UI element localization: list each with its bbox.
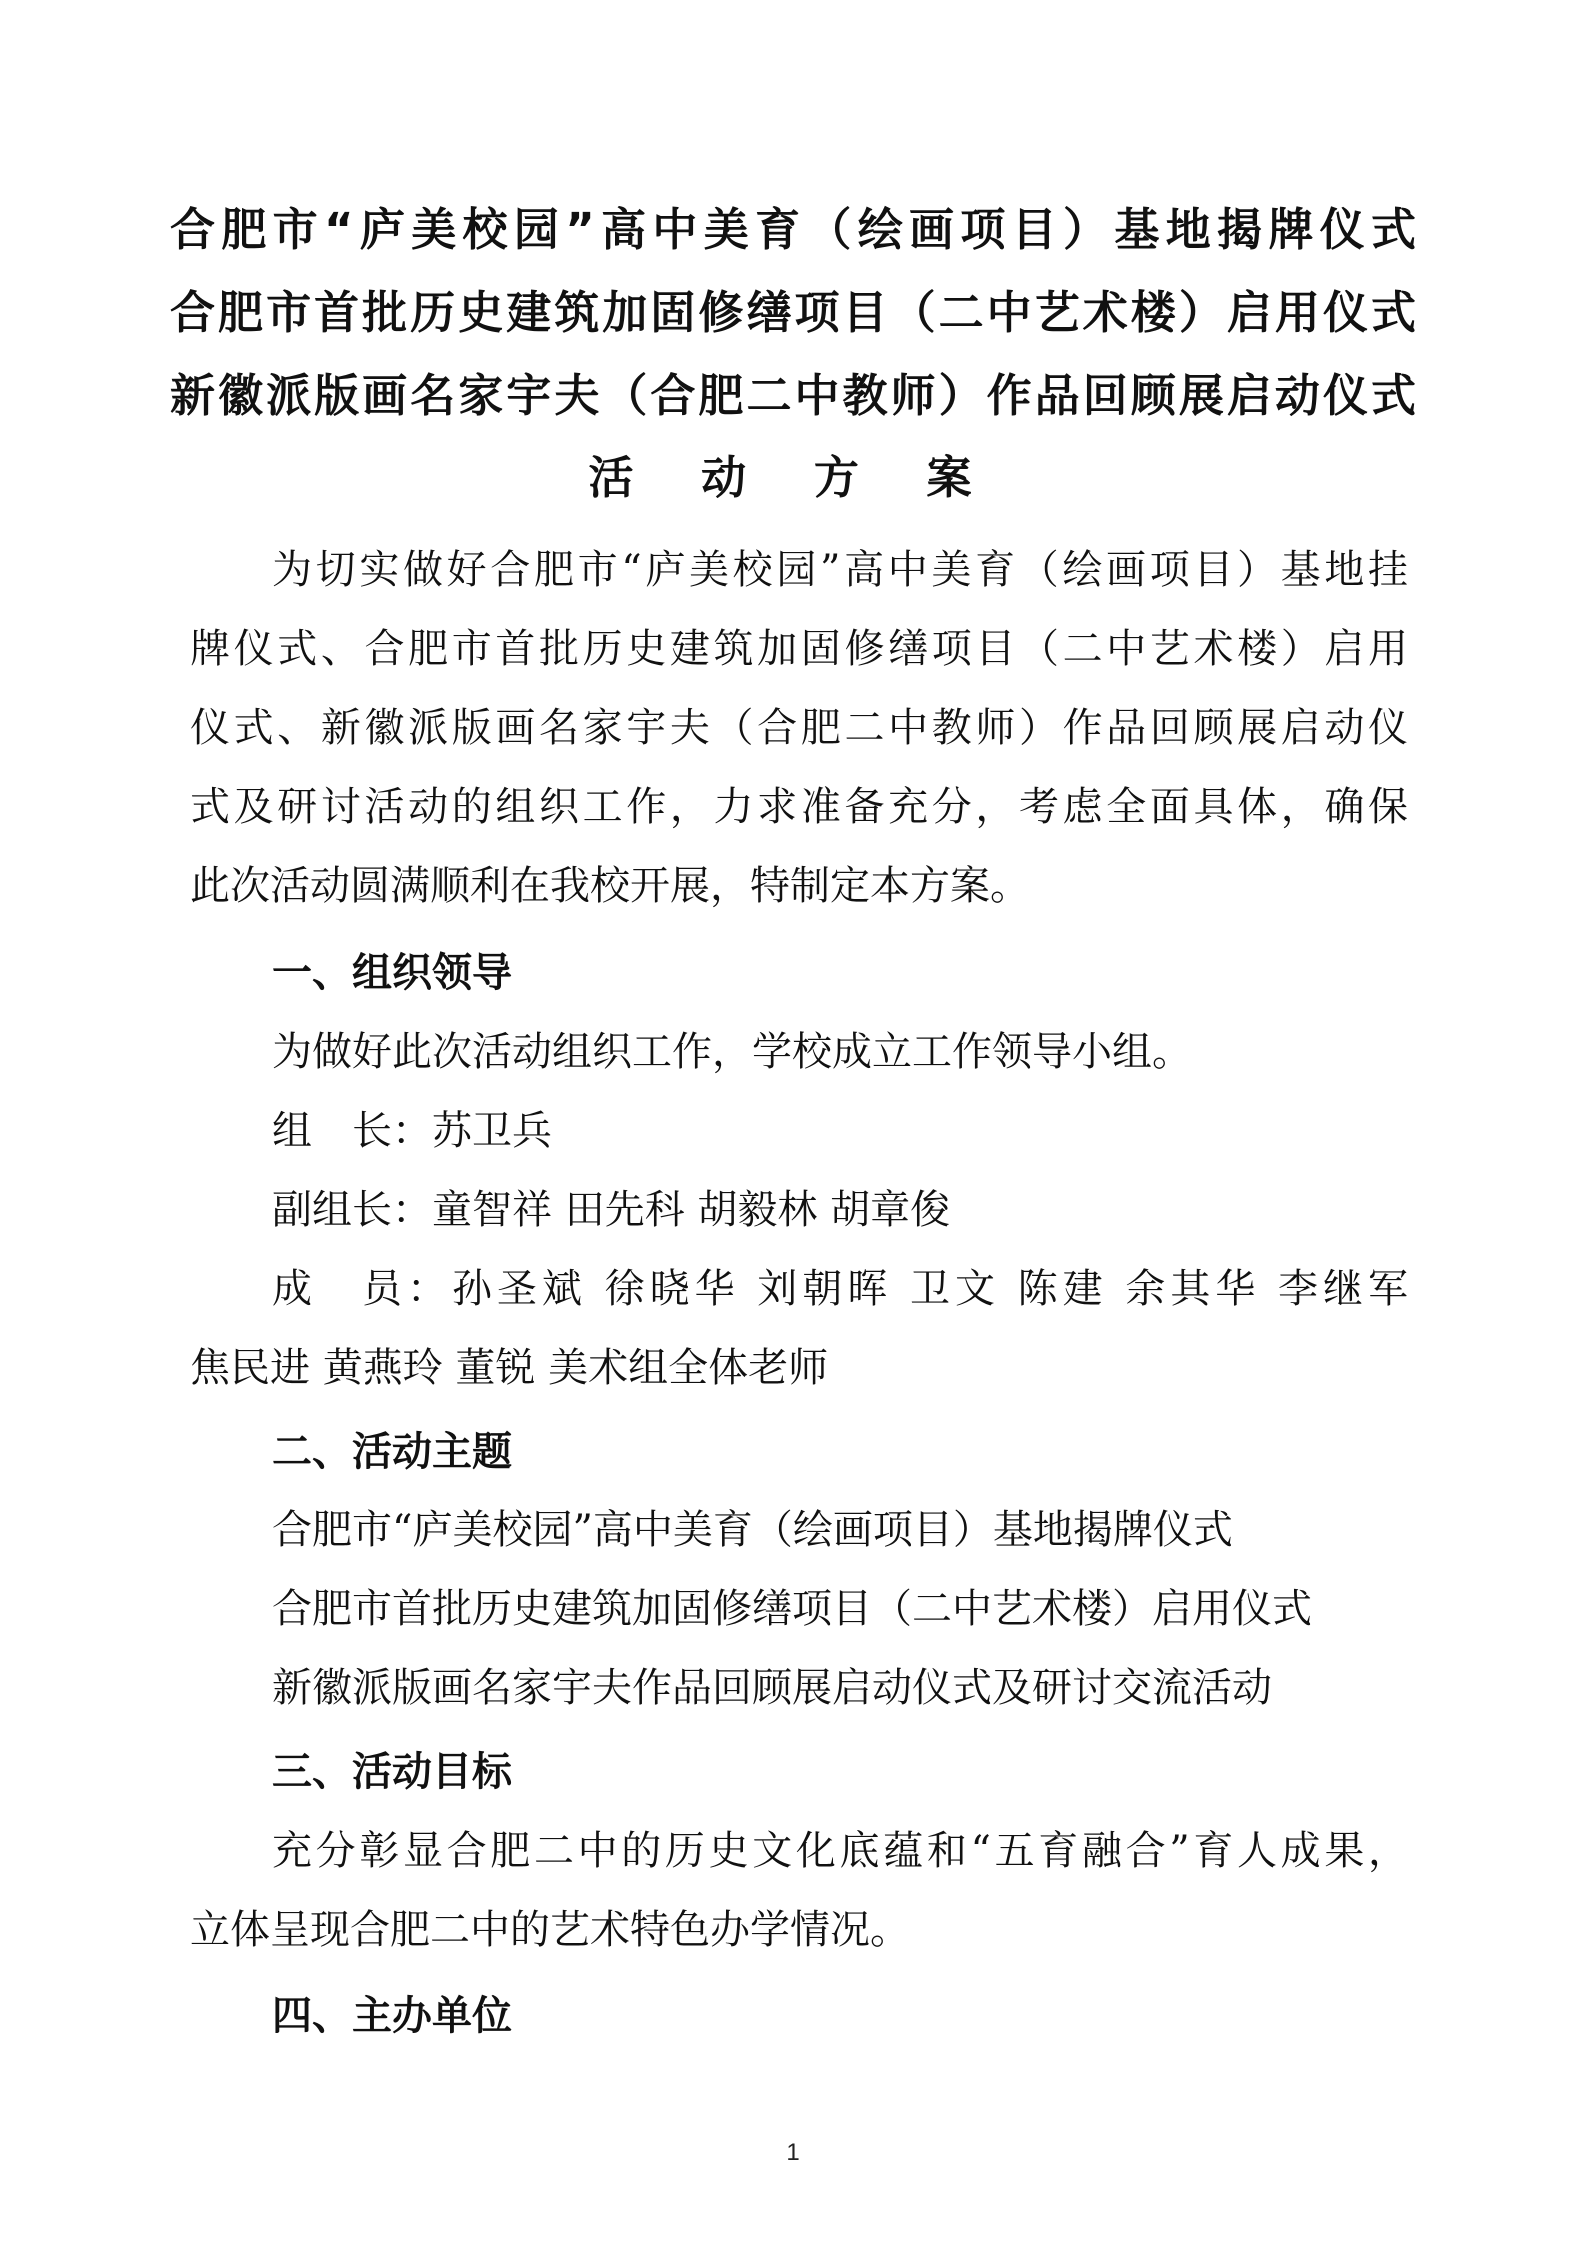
section-heading-2: 二、活动主题 — [272, 1429, 512, 1475]
leader-line: 组 长：苏卫兵 — [272, 1108, 552, 1154]
title-line-4: 活 动 方 案 — [588, 451, 998, 504]
intro-line-5: 此次活动圆满顺利在我校开展，特制定本方案。 — [190, 863, 1030, 909]
intro-line-1: 为切实做好合肥市“庐美校园”高中美育（绘画项目）基地挂 — [272, 547, 1408, 593]
title-line-2: 合肥市首批历史建筑加固修缮项目（二中艺术楼）启用仪式 — [170, 286, 1416, 339]
title-line-1: 合肥市“庐美校园”高中美育（绘画项目）基地揭牌仪式 — [170, 203, 1416, 256]
goal-line-1: 充分彰显合肥二中的历史文化底蕴和“五育融合”育人成果， — [272, 1828, 1408, 1874]
deputy-leader-line: 副组长：童智祥 田先科 胡毅林 胡章俊 — [272, 1187, 951, 1233]
section1-line-1: 为做好此次活动组织工作，学校成立工作领导小组。 — [272, 1029, 1192, 1075]
intro-line-2: 牌仪式、合肥市首批历史建筑加固修缮项目（二中艺术楼）启用 — [190, 626, 1408, 672]
page-number: 1 — [786, 2139, 800, 2166]
goal-line-2: 立体呈现合肥二中的艺术特色办学情况。 — [190, 1907, 910, 1953]
intro-line-4: 式及研讨活动的组织工作，力求准备充分，考虑全面具体，确保 — [190, 784, 1408, 830]
members-line-2: 焦民进 黄燕玲 董锐 美术组全体老师 — [190, 1345, 829, 1391]
theme-line-1: 合肥市“庐美校园”高中美育（绘画项目）基地揭牌仪式 — [272, 1507, 1233, 1553]
section-heading-4: 四、主办单位 — [272, 1993, 512, 2039]
section-heading-3: 三、活动目标 — [272, 1749, 512, 1795]
intro-line-3: 仪式、新徽派版画名家宇夫（合肥二中教师）作品回顾展启动仪 — [190, 705, 1408, 751]
section-heading-1: 一、组织领导 — [272, 950, 512, 996]
title-line-3: 新徽派版画名家宇夫（合肥二中教师）作品回顾展启动仪式 — [170, 369, 1416, 422]
theme-line-3: 新徽派版画名家宇夫作品回顾展启动仪式及研讨交流活动 — [272, 1665, 1272, 1711]
theme-line-2: 合肥市首批历史建筑加固修缮项目（二中艺术楼）启用仪式 — [272, 1586, 1312, 1632]
members-line-1: 成 员：孙圣斌 徐晓华 刘朝晖 卫文 陈建 余其华 李继军 — [272, 1266, 1408, 1312]
